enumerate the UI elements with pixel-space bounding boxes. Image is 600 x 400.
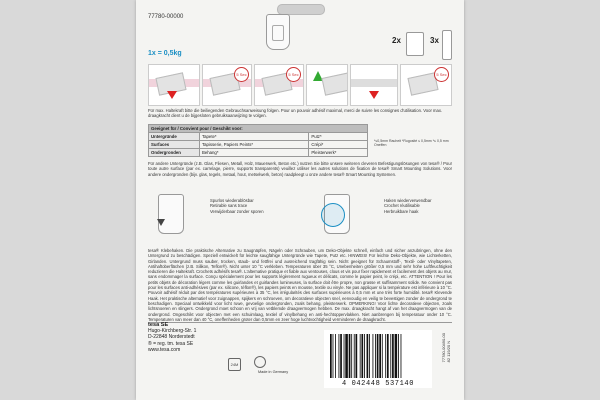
barcode: [324, 330, 432, 388]
reusable-product-icon: [324, 194, 350, 234]
removable-product-icon: [158, 194, 184, 234]
removable-label: Spurlos wiederablösbar Retirable sans trace Verwijderbaar zonder sporen: [210, 198, 264, 214]
hook-count-icon: [406, 32, 424, 56]
arrow-down-icon: [167, 91, 177, 99]
reusable-label: Haken wiederverwendbar Crochet réutilisable Herbruikbare haak: [384, 198, 432, 214]
recycle-period-icon: 24M: [228, 358, 241, 371]
step-1-illustration: [148, 64, 200, 106]
table-row: Ondergronden Behang* Pleisterwerk*: [149, 149, 368, 157]
vertical-product-code: 77780-00490-00 82 119/20 N: [441, 333, 451, 363]
weight-label: 1x = 0,5kg: [148, 50, 182, 57]
timer-icon: 5 Sec: [234, 67, 249, 82]
application-steps: [148, 64, 452, 106]
package-card: [136, 0, 464, 400]
instruction-text: Für max. Haltekraft bitte die beiliegenden Gebrauchsanweisung folgen. Pour un pouvoir adhésif maximal, merci de suivre les consignes d'utilisation. Voor max. draagkracht dient u de bijgesloten gebruiksaanwijzing te volgen.: [148, 108, 443, 119]
barcode-digits: 4 042448 537140: [341, 380, 414, 388]
arrow-down-icon: [369, 91, 379, 99]
hook-product-icon: [266, 14, 290, 50]
article-number: 77780-00000: [148, 14, 184, 20]
surface-table: [148, 124, 368, 157]
table-footnote: *≤0,5mm Rauheit *Rugosité ≤ 0,5mm *≤ 0,5 mm Oneffen: [374, 139, 449, 148]
company-address: tesa SE Hugo-Kirchberg-Str. 1 D-22848 Norderstedt ® = reg. tm. tesa SE www.tesa.com: [148, 322, 197, 353]
timer-icon: 5 Sec: [286, 67, 301, 82]
step-5-illustration: [350, 64, 398, 106]
reuse-circle-icon: [321, 203, 345, 227]
product-description: tesa® Klebehaken. Die praktische Alternative zu Saugnäpfen, Nägeln oder Schrauben, um Deko-Objekte schnell, einfach und sicher anzubringen, ohne den Untergrund zu beschädigen. Speziell entwickelt für leichte saugfähige Untergründe wie Tapete, Putz etc. HINWEIS! Für leichte Deko-Objekte, wie Lichterketten, Girlanden. Untergrund muss sauber, trocken, staub- und fettfrei und ausreichend tragfähig sein. Nicht geeignet für Schaumstoff-, Textil- oder Vinyltapeten, Antihaftoberflächen (z.B. Silikon, Teflon®). Nicht unter 10 °C verkleben. Temperaturen über 35 °C, Unebenheiten größer 0,5 mm und sehr hohe Luftfeuchtigkeit reduzieren die Haltekraft. Crochets adhésifs tesa®. L'alternative pratique et fiable aux ventouses, clous et vis pour fixer rapidement et facilement des objets au mur, sans endommager la surface. Conçu spécialement pour les supports légèrement rugueux et délicats, comme le papier peint, le crépi, etc. ATTENTION ! Pour les petits objets de décoration légers comme les guirlandes et guirlandes lumineuses, la surface doit être propre, non grasse et suffisamment solide. Ne convient pas pour les surfaces anti-adhésives (par ex. silicone, téflon®), les papiers peints en mousse, textile ou vinyle. Ne pas appliquer si la température est inférieure à 10 °C. Pouvoir adhésif réduit par des températures supérieures à 35 °C, les irrégularités des surfaces supérieures à 0,5 mm et une très forte humidité. tesa® Klevende Haak. Het praktische alternatief voor zuignappen, spijkers en schroeven, om decoratieve objecten snel, eenvoudig en veilig te bevestigen zonder de ondergrond te beschadigen. Speciaal ontwikkeld voor licht ruwe, gevoelige ondergronden, zoals behang, pleisterwerk. OPMERKING! Voor lichte decoratieve objecten, zoals lichtsnoeren en slingers. Ondergrond moet schoon en vrij van vetblemde draagvermogen hebben. De max. draagkracht hangt af van het draagvermogen van de ondergrond. Ongeschikt voor objecten met een schuimlaag, textiel of vinylbehang en anti-hechtoppervlakken. Niet aanbrengen bij temperatuur onder 10 °C. Temperaturen van meer dan 40 °C, oneffenheden groter dan 0,5mm en zeer hoge luchtvochtigheid verminderen de draagkracht.: [148, 248, 452, 322]
step-3-illustration: [254, 64, 304, 106]
arrow-down-icon: [157, 219, 165, 226]
quantity-strips: 3x: [430, 36, 439, 45]
hook-icon: [321, 72, 348, 95]
barcode-bars: [330, 334, 426, 378]
table-header: Geeignet für / Convient pour / Geschikt voor:: [149, 125, 368, 133]
table-row: Untergründe Tapete* Putz*: [149, 133, 368, 141]
strip-count-icon: [442, 30, 452, 60]
product-features: [148, 194, 452, 244]
other-surfaces-paragraph: Für andere Untergründe (z.B. Glas, Fliesen, Metall, Holz, Mauerwerk, Beton etc.) nutzen Sie bitte unsere weiteren cleveren Befestigungslösungen von tesa® / Pour toute autre surface (par ex. carrelage, pierre, supports transparents) veuillez utiliser les autres solutions de fixation de tesa® Smart Mounting Solutions. Voor andere ondergronden (bijv. glas, tegels, metaal, hout, metselwerk, beton) raadpleegt u onze andere tesa® Smart Mounting Systemen.: [148, 161, 452, 177]
step-2-illustration: [202, 64, 252, 106]
step-6-illustration: [400, 64, 452, 106]
timer-icon: 5 Sec: [434, 67, 449, 82]
made-in-text: Made in Germany: [258, 370, 289, 374]
quantity-hooks: 2x: [392, 36, 401, 45]
table-row: Surfaces Tapisserie, Papiers Peints* Crépi*: [149, 141, 368, 149]
made-in-germany-icon: [254, 356, 266, 368]
step-4-illustration: [306, 64, 348, 106]
